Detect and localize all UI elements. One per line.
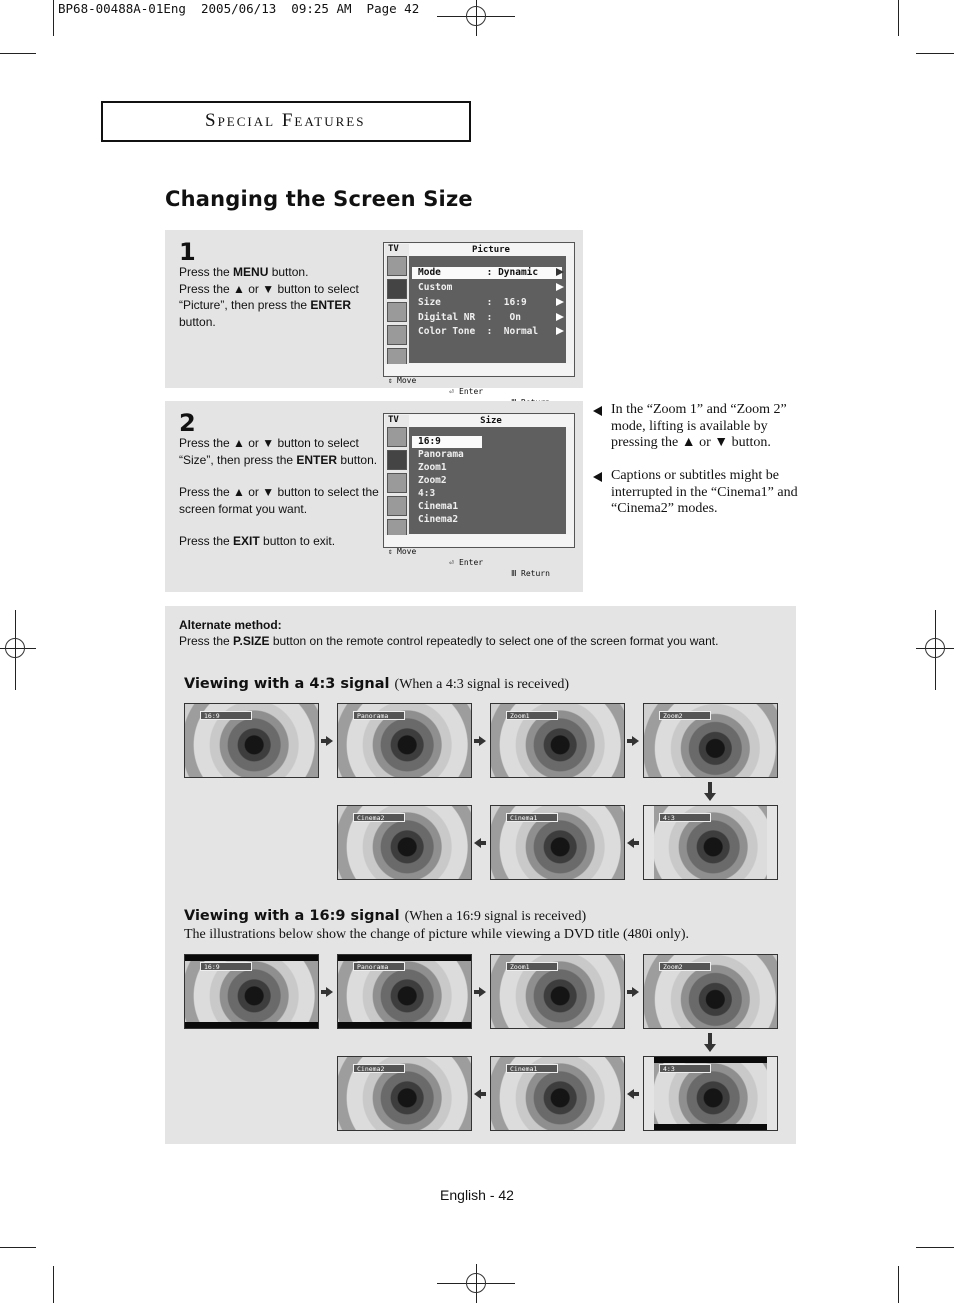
registration-mark-icon — [925, 638, 945, 658]
osd-size-menu — [383, 413, 575, 578]
osd-menu-body — [409, 256, 566, 363]
osd-row-panorama[interactable]: Panorama — [418, 449, 464, 460]
move-icon: ⇕ — [388, 376, 393, 385]
osd-footer — [385, 364, 573, 396]
osd-row-4-3[interactable]: 4:3 — [418, 488, 436, 499]
sound-icon — [387, 302, 407, 322]
osd-row-16-9[interactable]: 16:9 — [412, 436, 482, 448]
screen-thumb — [643, 805, 778, 880]
screen-thumb — [643, 954, 778, 1029]
crop-mark — [53, 1266, 54, 1303]
step-number: 1 — [179, 238, 196, 266]
enter-icon: ⏎ — [449, 558, 454, 567]
picture-icon — [387, 450, 407, 470]
crop-mark — [916, 53, 954, 54]
osd-footer — [385, 535, 573, 578]
step-number: 2 — [179, 409, 196, 437]
arrow-right-icon — [474, 986, 486, 998]
arrow-right-icon — [556, 298, 564, 306]
screen-mode-label: 16:9 — [200, 711, 252, 720]
heading-note: (When a 16:9 signal is received) — [404, 909, 587, 924]
step-2-panel — [165, 401, 583, 592]
heading-4-3-signal — [184, 676, 569, 693]
sound-icon — [387, 473, 407, 493]
osd-move-label: Move — [397, 547, 417, 556]
screen-mode-label: Panorama — [353, 711, 405, 720]
osd-enter-label: Enter — [459, 387, 484, 396]
screen-mode-label: Zoom2 — [659, 711, 711, 720]
screen-thumb — [337, 1056, 472, 1131]
registration-mark-icon — [466, 6, 486, 26]
screen-mode-label: Cinema1 — [506, 813, 558, 822]
screen-mode-label: Zoom1 — [506, 962, 558, 971]
alternate-title: Alternate method: — [179, 618, 282, 632]
text: button. — [268, 265, 309, 279]
text: button. — [337, 452, 378, 467]
osd-row-size[interactable]: Size : 16:9 — [418, 297, 527, 308]
arrow-right-icon — [556, 268, 564, 276]
screen-thumb — [643, 1056, 778, 1131]
arrow-left-icon — [627, 1088, 639, 1100]
note-zoom — [593, 402, 798, 452]
crop-mark — [0, 53, 36, 54]
crop-mark — [0, 1247, 36, 1248]
osd-row-custom[interactable]: Custom — [418, 282, 453, 293]
heading-text: Viewing with a 4:3 signal — [184, 676, 390, 692]
arrow-right-icon — [556, 283, 564, 291]
osd-row-mode[interactable]: Mode : Dynamic — [412, 267, 562, 279]
arrow-right-icon — [321, 986, 333, 998]
enter-icon: ⏎ — [449, 387, 454, 396]
alternate-text — [179, 634, 718, 648]
arrow-down-icon — [704, 782, 716, 802]
arrow-right-icon — [474, 735, 486, 747]
text: Press the ▲ or ▼ button to select “Size”, then press the — [179, 436, 359, 467]
screen-thumb — [184, 954, 319, 1029]
print-header: BP68-00488A-01Eng 2005/06/13 09:25 AM Page 42 — [58, 1, 420, 16]
step-1-instructions — [179, 264, 371, 330]
osd-picture-menu — [383, 242, 575, 396]
osd-row-digital-nr[interactable]: Digital NR : On — [418, 312, 521, 323]
screen-mode-label: Zoom1 — [506, 711, 558, 720]
text: Press the ▲ or ▼ button to select the screen format you want. — [179, 485, 379, 516]
arrow-right-icon — [627, 986, 639, 998]
osd-title: Picture — [409, 244, 573, 256]
registration-mark-icon — [5, 638, 25, 658]
enter-key-label: ENTER — [310, 298, 352, 312]
arrow-right-icon — [321, 735, 333, 747]
screen-thumb — [490, 1056, 625, 1131]
step-1-panel — [165, 230, 583, 396]
screen-mode-label: 4:3 — [659, 813, 711, 822]
screen-thumb — [184, 703, 319, 778]
triangle-bullet-icon — [593, 406, 602, 416]
arrow-right-icon — [627, 735, 639, 747]
section-title: Special Features — [205, 110, 366, 131]
arrow-left-icon — [474, 837, 486, 849]
signal-169-description: The illustrations below show the change of picture while viewing a DVD title (480i only). — [184, 927, 690, 942]
osd-title: Size — [409, 415, 573, 427]
registration-mark-icon — [466, 1273, 486, 1293]
psize-key-label: P.SIZE — [233, 634, 270, 648]
screen-mode-label: Cinema1 — [506, 1064, 558, 1073]
screen-thumb — [337, 703, 472, 778]
osd-row-cinema1[interactable]: Cinema1 — [418, 501, 459, 512]
screen-mode-label: Zoom2 — [659, 962, 711, 971]
osd-sidebar — [385, 415, 409, 535]
screen-thumb — [490, 954, 625, 1029]
input-icon — [387, 427, 407, 447]
heading-16-9-signal — [184, 908, 586, 925]
crop-mark — [916, 1247, 954, 1248]
osd-row-zoom2[interactable]: Zoom2 — [418, 475, 447, 486]
menu-key-label: MENU — [233, 265, 269, 279]
text: Press the — [179, 534, 234, 548]
osd-move-label: Move — [397, 376, 417, 385]
osd-row-color-tone[interactable]: Color Tone : Normal — [418, 326, 539, 337]
text: button to exit. — [259, 534, 336, 548]
text: Press the — [179, 634, 234, 648]
triangle-bullet-icon — [593, 472, 602, 482]
screen-thumb — [643, 703, 778, 778]
osd-sidebar — [385, 244, 409, 364]
screen-mode-label: Cinema2 — [353, 813, 405, 822]
screen-mode-label: Cinema2 — [353, 1064, 405, 1073]
arrow-right-icon — [556, 313, 564, 321]
osd-return-label: Return — [521, 569, 550, 578]
text: Press the ▲ or ▼ button to select “Picture”, then press the — [179, 281, 359, 312]
arrow-right-icon — [556, 327, 564, 335]
osd-row-cinema2[interactable]: Cinema2 — [418, 514, 459, 525]
osd-tv-label: TV — [388, 415, 399, 425]
text: Press the — [179, 265, 234, 279]
screen-mode-label: 4:3 — [659, 1064, 711, 1073]
page-footer: English - 42 — [440, 1187, 514, 1203]
screen-thumb — [337, 954, 472, 1029]
note-captions — [593, 468, 798, 518]
arrow-left-icon — [474, 1088, 486, 1100]
screen-thumb — [490, 805, 625, 880]
exit-key-label: EXIT — [233, 534, 260, 548]
channel-icon — [387, 325, 407, 345]
text: button on the remote control repeatedly to select one of the screen format you want. — [269, 634, 719, 648]
channel-icon — [387, 496, 407, 516]
page-title: Changing the Screen Size — [165, 187, 473, 211]
crop-mark — [53, 0, 54, 36]
return-icon: Ⅲ — [511, 569, 517, 578]
arrow-down-icon — [704, 1033, 716, 1053]
osd-enter-label: Enter — [459, 558, 484, 567]
crop-mark — [898, 1266, 899, 1303]
heading-text: Viewing with a 16:9 signal — [184, 908, 400, 924]
input-icon — [387, 256, 407, 276]
osd-menu-body — [409, 427, 566, 534]
enter-key-label: ENTER — [296, 452, 338, 467]
heading-note: (When a 4:3 signal is received) — [394, 677, 570, 692]
screen-thumb — [490, 703, 625, 778]
screen-mode-label: Panorama — [353, 962, 405, 971]
move-icon: ⇕ — [388, 547, 393, 556]
picture-icon — [387, 279, 407, 299]
screen-thumb — [337, 805, 472, 880]
note-text: Captions or subtitles might be interrupted in the “Cinema1” and “Cinema2” modes. — [611, 468, 798, 516]
arrow-left-icon — [627, 837, 639, 849]
osd-row-zoom1[interactable]: Zoom1 — [418, 462, 447, 473]
screen-mode-label: 16:9 — [200, 962, 252, 971]
crop-mark — [898, 0, 899, 36]
text: button. — [179, 314, 216, 329]
note-text: In the “Zoom 1” and “Zoom 2” mode, lifting is available by pressing the ▲ or ▼ button. — [611, 402, 787, 450]
step-2-instructions — [179, 435, 379, 550]
osd-tv-label: TV — [388, 244, 399, 254]
